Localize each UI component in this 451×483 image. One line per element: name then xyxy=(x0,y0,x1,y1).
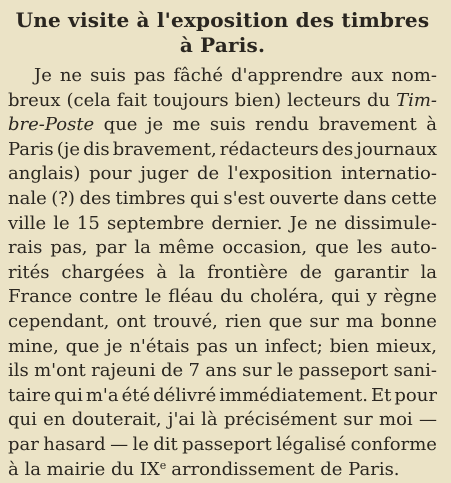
word: sani- xyxy=(393,360,437,382)
word: d'apprendre xyxy=(231,65,343,86)
word: me xyxy=(172,114,201,136)
text-line-5 xyxy=(8,162,437,187)
word: bravement xyxy=(318,114,417,136)
text-line-7 xyxy=(8,212,437,237)
word: par xyxy=(95,237,127,259)
word: par xyxy=(8,433,39,455)
text-segment: à la mairie du IX xyxy=(8,458,160,480)
word: passeport xyxy=(298,360,389,382)
text-line-12 xyxy=(8,335,437,360)
word: pas xyxy=(196,335,228,357)
word: rajeuni xyxy=(91,360,156,382)
word: anglais) xyxy=(8,163,81,185)
title-line-1: Une visite à l'exposition des timbres xyxy=(15,8,430,32)
word: bravement, xyxy=(112,138,217,160)
word: breux xyxy=(8,89,61,111)
word: cependant, xyxy=(8,310,110,332)
word: délivré xyxy=(153,384,217,406)
word: dit xyxy=(153,433,178,455)
word: mine, xyxy=(8,335,59,357)
word: que xyxy=(65,335,100,357)
superscript: e xyxy=(159,458,167,472)
word: dissimule- xyxy=(344,212,437,234)
last-line-start xyxy=(8,458,166,483)
word: ne xyxy=(59,65,83,86)
word: ans xyxy=(205,360,237,382)
word-italic: Tim- xyxy=(396,89,437,111)
word: aux xyxy=(350,65,384,86)
word: m'ont xyxy=(34,360,86,382)
word: toujours xyxy=(153,89,229,111)
word: pour xyxy=(394,384,437,406)
word: fléau xyxy=(168,286,214,308)
word: règne xyxy=(383,286,437,308)
word: qui xyxy=(331,286,360,308)
word: Et xyxy=(371,384,392,406)
word: du xyxy=(220,286,244,308)
word: sur xyxy=(309,310,339,332)
word: je xyxy=(146,114,164,136)
word: lecteurs xyxy=(287,89,361,111)
text-line-6 xyxy=(8,187,437,212)
text-line-1 xyxy=(8,64,437,89)
word: pas, xyxy=(50,237,88,259)
word: frontière xyxy=(207,261,288,283)
word: le xyxy=(53,212,70,234)
word: dis xyxy=(83,138,110,160)
word: je xyxy=(106,335,123,357)
word: France xyxy=(8,286,73,308)
word: occasion, xyxy=(222,237,308,259)
title-line-2: à Paris. xyxy=(179,33,266,57)
word: que xyxy=(315,237,349,259)
word: nom- xyxy=(391,65,437,86)
word: (je xyxy=(56,138,80,160)
word: fâché xyxy=(173,65,224,86)
text-line-8 xyxy=(8,236,437,261)
word: rien xyxy=(224,310,262,332)
word: journaux xyxy=(356,138,437,160)
text-line-3 xyxy=(8,113,437,138)
word: ne xyxy=(314,212,338,234)
word: mieux, xyxy=(375,335,437,357)
word: immédiatement. xyxy=(219,384,368,406)
article-title xyxy=(8,8,437,58)
word: bien xyxy=(329,335,370,357)
word: pour xyxy=(89,163,132,185)
word: internatio- xyxy=(340,163,437,185)
word: légalisé xyxy=(276,433,347,455)
word-italic: bre-Poste xyxy=(8,114,95,136)
word: — xyxy=(110,433,129,455)
word: Je xyxy=(34,65,52,86)
word: garantir xyxy=(333,261,409,283)
word: hasard xyxy=(43,433,106,455)
article-body xyxy=(8,64,437,482)
word: 7 xyxy=(188,360,200,382)
word: que xyxy=(268,310,303,332)
text-line-13 xyxy=(8,359,437,384)
word: là xyxy=(201,409,218,431)
word: ils xyxy=(8,360,29,382)
word: un xyxy=(234,335,258,357)
text-line-15 xyxy=(8,408,437,433)
word: de xyxy=(160,360,184,382)
word: ville xyxy=(8,212,47,234)
word: le xyxy=(132,433,149,455)
word: le xyxy=(276,360,294,382)
word: du xyxy=(366,89,391,111)
word: septembre xyxy=(107,212,205,234)
word: bonne xyxy=(380,310,437,332)
word: conforme xyxy=(350,433,437,455)
word: timbres xyxy=(115,187,186,209)
word: n'étais xyxy=(129,335,190,357)
word: la xyxy=(420,261,437,283)
word: à xyxy=(156,261,168,283)
word: y xyxy=(366,286,377,308)
word: fait xyxy=(116,89,148,111)
word: qui xyxy=(53,384,83,406)
word: rités xyxy=(8,261,50,283)
word: cette xyxy=(391,187,437,209)
word: j'ai xyxy=(167,409,195,431)
word: dernier. xyxy=(211,212,283,234)
word: ouverte xyxy=(269,187,339,209)
word: à xyxy=(426,114,437,136)
word: passeport xyxy=(182,433,272,455)
word: rais xyxy=(8,237,43,259)
word: chargées xyxy=(61,261,145,283)
word: pas xyxy=(133,65,166,86)
word: moi xyxy=(379,409,413,431)
word: s'est xyxy=(223,187,265,209)
word: (?) xyxy=(51,187,75,209)
word: que xyxy=(103,114,138,136)
word: taire xyxy=(8,384,51,406)
word: 15 xyxy=(76,212,100,234)
word: ont xyxy=(116,310,147,332)
word: ma xyxy=(345,310,374,332)
word: la xyxy=(178,261,196,283)
word: même xyxy=(158,237,215,259)
text-line-11 xyxy=(8,310,437,335)
word: qui xyxy=(190,187,219,209)
word: contre xyxy=(79,286,139,308)
word: l'exposition xyxy=(227,163,333,185)
word: dans xyxy=(343,187,387,209)
word: des xyxy=(321,138,354,160)
word: juger xyxy=(140,163,189,185)
text-line-4 xyxy=(8,138,437,163)
word: la xyxy=(134,237,151,259)
word: bien) xyxy=(234,89,282,111)
word: rédacteurs xyxy=(219,138,319,160)
word: Je xyxy=(289,212,308,234)
word: choléra, xyxy=(250,286,325,308)
word: douterait, xyxy=(71,409,162,431)
word: rendu xyxy=(255,114,310,136)
last-line-end: arrondissement de Paris. xyxy=(171,458,400,480)
word: en xyxy=(43,409,66,431)
word: — xyxy=(418,409,437,431)
word: auto- xyxy=(390,237,437,259)
text-line-16 xyxy=(8,433,437,458)
word: suis xyxy=(90,65,126,86)
text-line-9 xyxy=(8,261,437,286)
word: nale xyxy=(8,187,47,209)
text-line-10 xyxy=(8,285,437,310)
word: Paris xyxy=(8,138,54,160)
word: suis xyxy=(209,114,246,136)
word: m'a xyxy=(85,384,119,406)
text-line-2 xyxy=(8,89,437,114)
word: les xyxy=(356,237,383,259)
word: de xyxy=(299,261,322,283)
word: sur xyxy=(242,360,272,382)
word: de xyxy=(196,163,220,185)
word: été xyxy=(121,384,151,406)
word: sur xyxy=(343,409,373,431)
word: (cela xyxy=(66,89,111,111)
word: qui xyxy=(8,409,37,431)
word: précisément xyxy=(223,409,338,431)
word: infect; xyxy=(264,335,323,357)
text-line-17 xyxy=(8,458,437,483)
text-line-14 xyxy=(8,384,437,409)
word: le xyxy=(144,286,162,308)
word: des xyxy=(79,187,111,209)
word: trouvé, xyxy=(153,310,218,332)
